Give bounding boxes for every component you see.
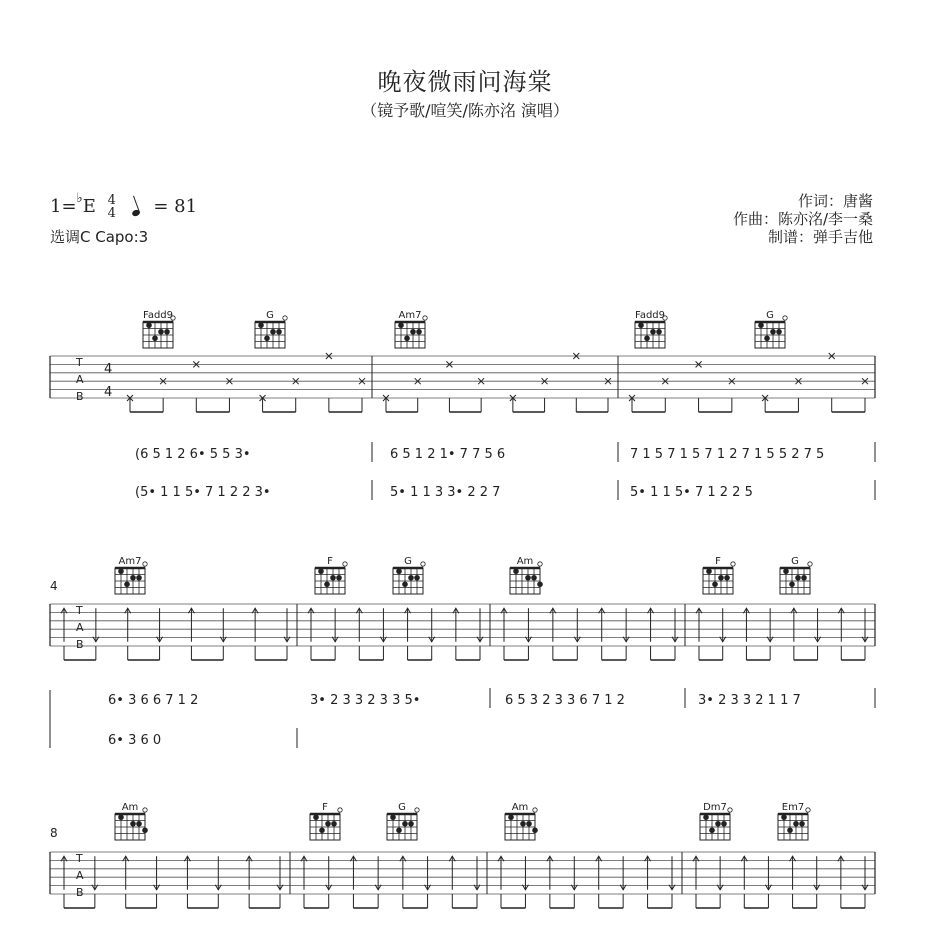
flat-sign: ♭ [76,191,83,206]
chord-diagram-am7-finger-dot [416,329,422,335]
chord-diagram-am-open-string [533,808,537,812]
measure-number: 4 [50,579,58,593]
chord-diagram-g-finger-dot [795,575,801,581]
chord-diagram-am7-finger-dot [136,575,142,581]
chord-diagram-f-finger-dot [324,581,330,587]
chord-diagram-am-finger-dot [532,827,538,833]
chord-diagram-f-open-string [731,562,735,566]
chord-diagram-am-finger-dot [118,814,124,820]
chord-diagram-f-finger-dot [336,575,342,581]
chord-diagram-g-finger-dot [270,329,276,335]
chord-diagram-g-finger-dot [276,329,282,335]
jianpu-melody-1: 7 1 5 7 1 5 7 1 2 7 1 5 5 2 7 5 [630,447,825,462]
capo-info: 选调C Capo:3 [50,228,149,246]
chord-diagram-dm7-open-string [728,808,732,812]
chord-diagram-am-finger-dot [130,821,136,827]
chord-diagram-am7-open-string [143,562,147,566]
jianpu-melody-2: 5• 1 1 5• 7 1 2 2 5 [630,485,753,500]
chord-diagram-f-finger-dot [313,814,319,820]
chord-diagram-am7-label: Am7 [398,310,422,321]
chord-diagram-am-label: Am [516,556,534,567]
tab-clef-a: A [76,621,84,634]
chord-diagram-am-label: Am [121,802,139,813]
song-subtitle: （镜予歌/喧笑/陈亦洺 演唱） [361,101,569,120]
chord-diagram-am-finger-dot [525,575,531,581]
chord-diagram-g-label: G [266,310,274,321]
tab-clef-t: T [76,852,83,865]
measure-number: 8 [50,826,58,840]
chord-diagram-f-finger-dot [325,821,331,827]
chord-diagram-em7-finger-dot [781,814,787,820]
tab-clef-t: T [76,356,83,369]
chord-diagram-am-finger-dot [136,821,142,827]
chord-diagram-dm7-label: Dm7 [703,802,727,813]
chord-diagram-dm7-finger-dot [709,827,715,833]
chord-diagram-fadd9-label: Fadd9 [634,310,666,321]
arranger: 制谱：弹手吉他 [767,228,873,246]
chord-diagram-f-label: F [327,556,333,567]
chord-diagram-g-finger-dot [264,335,270,341]
time-top: 4 [107,193,116,208]
chord-diagram-g-open-string [283,316,287,320]
chord-diagram-am7-label: Am7 [118,556,142,567]
chord-diagram-dm7-finger-dot [721,821,727,827]
chord-diagram-g-finger-dot [408,821,414,827]
chord-diagram-g-finger-dot [789,581,795,587]
time-bottom: 4 [107,206,116,221]
key-label: 1= [50,196,77,217]
chord-diagram-fadd9-label: Fadd9 [142,310,174,321]
chord-diagram-g-finger-dot [414,575,420,581]
chord-diagram-am7-finger-dot [398,322,404,328]
chord-diagram-g-finger-dot [776,329,782,335]
jianpu-melody-2: 5• 1 1 3 3• 2 2 7 [390,485,501,500]
chord-diagram-f-label: F [715,556,721,567]
chord-diagram-am-label: Am [511,802,529,813]
tab-clef-t: T [76,604,83,617]
chord-diagram-am-finger-dot [526,821,532,827]
chord-diagram-fadd9-finger-dot [650,329,656,335]
chord-diagram-fadd9-finger-dot [638,322,644,328]
chord-diagram-g-finger-dot [396,568,402,574]
chord-diagram-am-finger-dot [531,575,537,581]
chord-diagram-fadd9-finger-dot [656,329,662,335]
chord-diagram-f-finger-dot [331,821,337,827]
chord-diagram-f-finger-dot [319,827,325,833]
chord-diagram-am-open-string [538,562,542,566]
chord-diagram-am-finger-dot [508,814,514,820]
chord-diagram-fadd9-finger-dot [164,329,170,335]
jianpu-melody-2: 6• 3 6 0 [108,733,162,748]
tempo-value: = 81 [153,196,198,217]
chord-diagram-f-finger-dot [318,568,324,574]
tab-clef-b: B [76,886,84,899]
jianpu-melody-1: 6• 3 6 6 7 1 2 [108,693,199,708]
chord-diagram-am7-finger-dot [118,568,124,574]
tab-clef-b: B [76,390,84,403]
chord-diagram-fadd9-finger-dot [158,329,164,335]
chord-diagram-f-finger-dot [330,575,336,581]
chord-diagram-am7-finger-dot [404,335,410,341]
jianpu-melody-1: 6 5 3 2 3 3 6 7 1 2 [505,693,625,708]
chord-diagram-g-finger-dot [783,568,789,574]
chord-diagram-em7-finger-dot [787,827,793,833]
chord-diagram-g-finger-dot [764,335,770,341]
chord-diagram-am-open-string [143,808,147,812]
tab-time-bottom: 4 [104,385,113,400]
chord-diagram-g-label: G [404,556,412,567]
chord-diagram-g-finger-dot [396,827,402,833]
chord-diagram-g-finger-dot [402,581,408,587]
lyricist: 作词：唐酱 [797,192,873,210]
chord-diagram-g-finger-dot [402,821,408,827]
tab-clef-b: B [76,638,84,651]
tab-time-top: 4 [104,362,113,377]
chord-diagram-g-label: G [766,310,774,321]
chord-diagram-em7-label: Em7 [781,802,805,813]
jianpu-melody-2: (5• 1 1 5• 7 1 2 2 3• [135,485,271,500]
chord-diagram-am-finger-dot [520,821,526,827]
chord-diagram-g-finger-dot [258,322,264,328]
chord-diagram-f-finger-dot [706,568,712,574]
tab-clef-a: A [76,373,84,386]
composer: 作曲：陈亦洺/李一桑 [732,210,873,228]
chord-diagram-am-finger-dot [142,827,148,833]
chord-diagram-em7-open-string [806,808,810,812]
chord-diagram-f-open-string [338,808,342,812]
tab-clef-a: A [76,869,84,882]
chord-diagram-am-finger-dot [537,581,543,587]
chord-diagram-g-finger-dot [408,575,414,581]
chord-diagram-g-finger-dot [390,814,396,820]
jianpu-melody-1: 3• 2 3 3 2 3 3 5• [310,693,421,708]
chord-diagram-em7-finger-dot [793,821,799,827]
chord-diagram-g-open-string [421,562,425,566]
chord-diagram-g-finger-dot [801,575,807,581]
chord-diagram-fadd9-finger-dot [146,322,152,328]
chord-diagram-am7-finger-dot [124,581,130,587]
chord-diagram-em7-finger-dot [799,821,805,827]
chord-diagram-f-finger-dot [712,581,718,587]
jianpu-melody-1: 3• 2 3 3 2 1 1 7 [698,693,801,708]
jianpu-melody-1: 6 5 1 2 1• 7 7 5 6 [390,447,506,462]
chord-diagram-fadd9-finger-dot [644,335,650,341]
chord-diagram-am-finger-dot [513,568,519,574]
chord-diagram-fadd9-finger-dot [152,335,158,341]
chord-diagram-am7-finger-dot [410,329,416,335]
chord-diagram-g-label: G [398,802,406,813]
chord-diagram-f-label: F [322,802,328,813]
chord-diagram-f-finger-dot [718,575,724,581]
chord-diagram-g-label: G [791,556,799,567]
chord-diagram-g-open-string [415,808,419,812]
chord-diagram-dm7-finger-dot [715,821,721,827]
chord-diagram-g-open-string [783,316,787,320]
chord-diagram-g-finger-dot [758,322,764,328]
chord-diagram-g-open-string [808,562,812,566]
chord-diagram-am7-finger-dot [130,575,136,581]
chord-diagram-dm7-finger-dot [703,814,709,820]
chord-diagram-f-finger-dot [724,575,730,581]
key-note: E [82,196,96,217]
song-title: 晚夜微雨问海棠 [377,68,553,96]
jianpu-melody-1: (6 5 1 2 6• 5 5 3• [135,447,251,462]
chord-diagram-am7-open-string [423,316,427,320]
chord-diagram-f-open-string [343,562,347,566]
chord-diagram-g-finger-dot [770,329,776,335]
